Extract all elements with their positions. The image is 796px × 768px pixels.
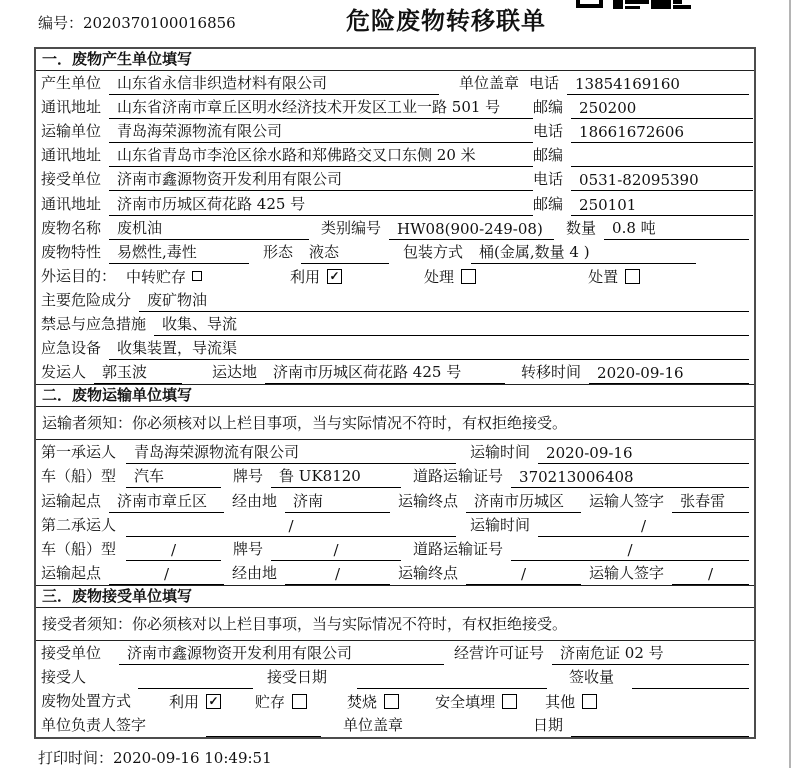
disposal-store-label: 贮存: [255, 693, 286, 712]
amount-value: [632, 687, 749, 689]
category-value: HW08(900-249-08): [389, 220, 554, 240]
receiver-zip-value: 250101: [571, 196, 753, 216]
phone-label: 电话: [528, 74, 559, 93]
carrier1-time-value: 2020-09-16: [538, 444, 749, 464]
receiver-address-value: 济南市历城区荷花路 425 号: [109, 193, 533, 216]
producer-zip-value: 250200: [571, 99, 753, 119]
disposal-option-other: [545, 691, 597, 713]
carrier2-origin-value: /: [109, 565, 224, 585]
purpose-option-transfer: [126, 266, 202, 288]
row-producer: [36, 71, 754, 95]
carrier2-end-value: /: [466, 565, 581, 585]
disposal-other-label: 其他: [545, 693, 576, 712]
carrier2-label: 第二承运人: [41, 515, 117, 534]
row-purpose: [36, 264, 754, 288]
plate-label: 牌号: [233, 467, 264, 486]
row-transporter: [36, 119, 754, 143]
purpose-dispose-label: 处置: [588, 267, 619, 286]
phone-label: 电话: [533, 122, 564, 141]
carrier2-value: /: [126, 517, 456, 537]
receiver-phone-value: 0531-82095390: [571, 171, 753, 191]
waste-name-value: 废机油: [109, 217, 309, 240]
row-consignor: [36, 360, 754, 384]
transporter-label: 运输单位: [41, 122, 102, 141]
section2-header: 二．废物运输单位填写: [36, 384, 754, 407]
vehicle-label: 车（船）型: [41, 539, 117, 558]
row-waste-name: [36, 216, 754, 240]
carrier2-time-value: /: [538, 517, 749, 537]
origin-label: 运输起点: [41, 491, 102, 510]
zip-label: 邮编: [533, 194, 564, 213]
checkbox-disposal-use-checked: ✓: [206, 694, 221, 709]
via-label: 经由地: [232, 563, 278, 582]
carrier1-vehicle-value: 汽车: [126, 465, 221, 488]
transporter-notice: 运输者须知：你必须核对以上栏目事项，当与实际情况不符时，有权拒绝接受。: [36, 407, 754, 440]
permit-label: 经营许可证号: [454, 643, 545, 662]
head-sign-label: 单位负责人签字: [41, 716, 147, 735]
packing-value: 桶(金属,数量 4 ): [471, 241, 696, 264]
page-title: 危险废物转移联单: [346, 6, 546, 35]
character-value: 易燃性,毒性: [109, 241, 249, 264]
carrier1-label: 第一承运人: [41, 443, 117, 462]
row-carrier2-vehicle: [36, 537, 754, 561]
end-label: 运输终点: [398, 491, 459, 510]
unit-seal-label: 单位盖章: [459, 74, 520, 93]
row-head-sign: [36, 713, 754, 737]
carrier2-license-value: /: [511, 541, 749, 561]
carrier1-value: 青岛海荣源物流有限公司: [126, 441, 456, 464]
taboo-value: 收集、导流: [154, 313, 749, 336]
hazard-label: 主要危险成分: [41, 290, 132, 309]
row-accept-unit: [36, 641, 754, 665]
date-value: [571, 735, 749, 737]
character-label: 废物特性: [41, 242, 102, 261]
taboo-label: 禁忌与应急措施: [41, 315, 147, 334]
purpose-transfer-label: 中转贮存: [126, 267, 187, 286]
transport-time-label: 运输时间: [470, 443, 531, 462]
via-label: 经由地: [232, 491, 278, 510]
dest-value: 济南市历城区荷花路 425 号: [265, 361, 505, 384]
equip-value: 收集装置，导流渠: [109, 337, 749, 360]
receiver-value: 济南市鑫源物资开发利用有限公司: [109, 168, 533, 191]
checkbox-disposal-landfill: [502, 694, 517, 709]
producer-phone-value: 13854169160: [567, 75, 749, 95]
packing-label: 包装方式: [403, 242, 464, 261]
accept-unit-value: 济南市鑫源物资开发利用有限公司: [119, 642, 444, 665]
permit-value: 济南危证 02 号: [552, 642, 749, 665]
row-equip: [36, 336, 754, 360]
section3-header: 三．废物接受单位填写: [36, 585, 754, 608]
carrier2-plate-value: /: [271, 541, 401, 561]
disposal-label: 废物处置方式: [41, 692, 132, 711]
disposal-landfill-label: 安全填埋: [435, 693, 496, 712]
checkbox-use-checked: ✓: [327, 269, 342, 284]
print-time-value: 2020-09-16 10:49:51: [113, 749, 272, 767]
row-hazard: [36, 288, 754, 312]
row-taboo: [36, 312, 754, 336]
receiver-notice: 接受者须知：你必须核对以上栏目事项，当与实际情况不符时，有权拒绝接受。: [36, 608, 754, 641]
carrier1-license-value: 370213006408: [511, 468, 749, 488]
carrier1-end-value: 济南市历城区: [466, 490, 581, 513]
origin-label: 运输起点: [41, 563, 102, 582]
checkbox-transfer-storage: [192, 271, 202, 281]
row-receiver: [36, 167, 754, 191]
disposal-option-store: [255, 691, 307, 713]
consignor-value: 郭玉波: [94, 361, 182, 384]
amount-label: 签收量: [569, 667, 615, 686]
address-label: 通讯地址: [41, 146, 102, 165]
checkbox-treat: [461, 269, 476, 284]
purpose-use-label: 利用: [290, 267, 321, 286]
recipient-label: 接受人: [41, 667, 87, 686]
zip-label: 邮编: [533, 98, 564, 117]
receiver-label: 接受单位: [41, 643, 102, 662]
purpose-label: 外运目的：: [41, 266, 117, 285]
carrier1-origin-value: 济南市章丘区: [109, 490, 224, 513]
row-disposal: [36, 689, 754, 713]
row-carrier1-route: [36, 488, 754, 512]
serial-value: 2020370100016856: [83, 14, 236, 32]
phone-label: 电话: [533, 170, 564, 189]
row-carrier2: [36, 513, 754, 537]
form-label: 形态: [263, 242, 294, 261]
purpose-option-use: [290, 266, 342, 288]
carrier2-sign-value: /: [672, 565, 749, 585]
qty-label: 数量: [566, 218, 597, 237]
disposal-option-landfill: [435, 691, 517, 713]
recipient-value: [138, 687, 253, 689]
row-carrier1: [36, 440, 754, 464]
row-waste-character: [36, 240, 754, 264]
end-label: 运输终点: [398, 563, 459, 582]
receiver-label: 接受单位: [41, 170, 102, 189]
zip-label: 邮编: [533, 146, 564, 165]
disposal-use-label: 利用: [169, 693, 200, 712]
sign-label: 运输人签字: [589, 563, 665, 582]
disposal-burn-label: 焚烧: [347, 693, 378, 712]
consignor-label: 发运人: [41, 363, 87, 382]
purpose-option-dispose: [588, 266, 640, 288]
serial-label: 编号：: [38, 14, 84, 32]
print-time: [38, 747, 272, 768]
checkbox-disposal-store: [292, 694, 307, 709]
purpose-treat-label: 处理: [424, 267, 455, 286]
transporter-address-value: 山东省青岛市李沧区徐水路和郑佛路交叉口东侧 20 米: [109, 144, 533, 167]
disposal-option-burn: [347, 691, 399, 713]
accept-date-label: 接受日期: [267, 667, 328, 686]
head-sign-value: [206, 735, 321, 737]
plate-label: 牌号: [233, 539, 264, 558]
address-label: 通讯地址: [41, 194, 102, 213]
dest-label: 运达地: [212, 363, 258, 382]
page-edge-line: [789, 0, 791, 768]
row-carrier2-route: [36, 561, 754, 585]
category-label: 类别编号: [321, 218, 382, 237]
disposal-option-use: [169, 691, 221, 713]
producer-value: 山东省永信非织造材料有限公司: [109, 72, 439, 95]
section1-header: 一．废物产生单位填写: [36, 49, 754, 71]
vehicle-label: 车（船）型: [41, 467, 117, 486]
hazard-value: 废矿物油: [139, 289, 749, 312]
date-label: 日期: [533, 716, 564, 735]
qty-value: 0.8 吨: [604, 217, 749, 240]
row-carrier1-vehicle: [36, 464, 754, 488]
print-time-label: 打印时间：: [38, 749, 114, 767]
equip-label: 应急设备: [41, 339, 102, 358]
producer-address-value: 山东省济南市章丘区明水经济技术开发区工业一路 501 号: [109, 96, 533, 119]
checkbox-disposal-burn: [384, 694, 399, 709]
transporter-phone-value: 18661672606: [571, 123, 753, 143]
transporter-zip-value: [571, 165, 753, 167]
manifest-form: [34, 47, 756, 739]
row-producer-address: [36, 95, 754, 119]
waste-name-label: 废物名称: [41, 218, 102, 237]
unit-seal-label: 单位盖章: [343, 716, 404, 735]
carrier2-via-value: /: [285, 565, 390, 585]
transporter-value: 青岛海荣源物流有限公司: [109, 120, 533, 143]
transfer-time-label: 转移时间: [521, 363, 582, 382]
accept-date-value: [357, 687, 547, 689]
row-transporter-address: [36, 143, 754, 167]
address-label: 通讯地址: [41, 98, 102, 117]
row-receiver-address: [36, 191, 754, 215]
carrier1-via-value: 济南: [285, 490, 390, 513]
checkbox-disposal-other: [582, 694, 597, 709]
producer-label: 产生单位: [41, 74, 102, 93]
carrier1-sign-value: 张春雷: [672, 490, 749, 513]
row-recipient: [36, 665, 754, 689]
transfer-time-value: 2020-09-16: [589, 364, 749, 384]
transport-time-label: 运输时间: [470, 515, 531, 534]
checkbox-dispose: [625, 269, 640, 284]
license-label: 道路运输证号: [413, 467, 504, 486]
purpose-option-treat: [424, 266, 476, 288]
carrier2-vehicle-value: /: [126, 541, 221, 561]
license-label: 道路运输证号: [413, 539, 504, 558]
sign-label: 运输人签字: [589, 491, 665, 510]
carrier1-plate-value: 鲁 UK8120: [271, 465, 401, 488]
form-value: 液态: [301, 241, 389, 264]
